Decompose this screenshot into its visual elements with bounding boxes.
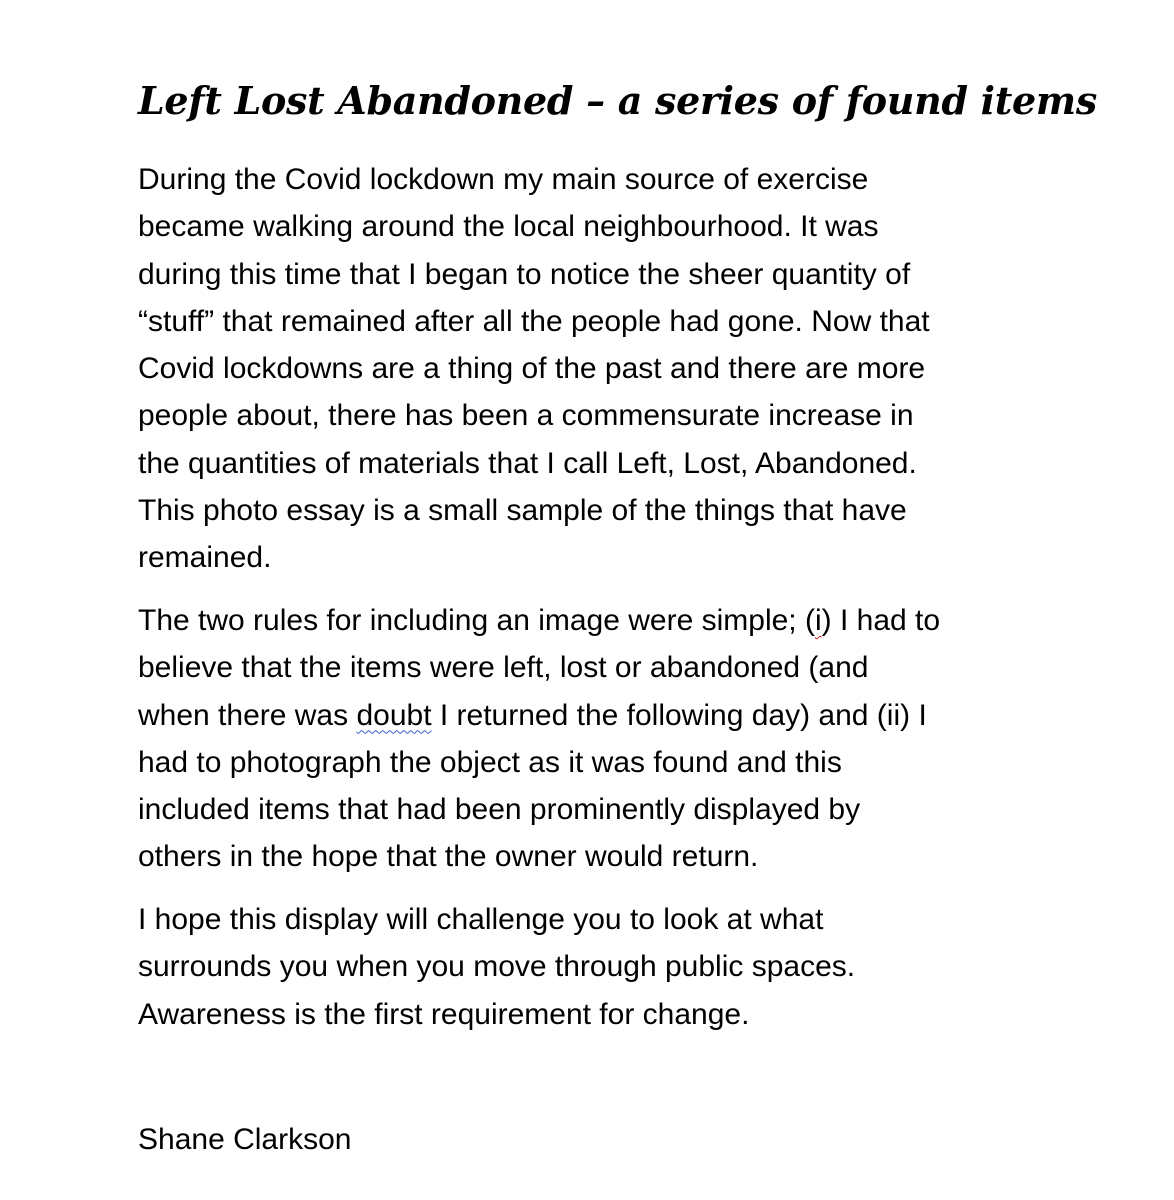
paragraph-closing bbox=[138, 896, 1038, 1038]
paragraph-line: the quantities of materials that I call Left, Lost, Abandoned. bbox=[138, 446, 917, 480]
paragraph-line: surrounds you when you move through public spaces. bbox=[138, 950, 856, 984]
paragraph-line: during this time that I began to notice the sheer quantity of bbox=[138, 257, 911, 291]
paragraph-line bbox=[138, 692, 1038, 739]
text-segment: ) I had to bbox=[821, 604, 941, 637]
paragraph-line: “stuff” that remained after all the people had gone. Now that bbox=[138, 304, 930, 338]
paragraph-line: became walking around the local neighbourhood. It was bbox=[138, 210, 879, 244]
paragraph-line: believe that the items were left, lost or abandoned (and bbox=[138, 651, 869, 685]
paragraph-line: had to photograph the object as it was found and this bbox=[138, 745, 842, 779]
text-segment: The two rules for including an image were simple; ( bbox=[138, 604, 815, 637]
paragraph-line: Awareness is the first requirement for change. bbox=[138, 997, 750, 1031]
grammar-flagged-word[interactable]: doubt bbox=[356, 698, 432, 732]
document-title: Left Lost Abandoned – a series of found items bbox=[138, 78, 1097, 123]
paragraph-line: This photo essay is a small sample of the things that have bbox=[138, 494, 907, 528]
paragraph-line: I hope this display will challenge you to look at what bbox=[138, 903, 824, 936]
spelling-flagged-word[interactable]: i bbox=[814, 604, 822, 637]
text-segment: I returned the following day) and (ii) I bbox=[431, 698, 927, 732]
paragraph-line: others in the hope that the owner would return. bbox=[138, 840, 759, 874]
paragraph-line: included items that had been prominently displayed by bbox=[138, 793, 861, 827]
author-signature: Shane Clarkson bbox=[138, 1123, 352, 1156]
paragraph-intro bbox=[138, 156, 1038, 582]
paragraph-line: remained. bbox=[138, 541, 272, 575]
paragraph-rules bbox=[138, 597, 1038, 881]
paragraph-line: Covid lockdowns are a thing of the past and there are more bbox=[138, 352, 926, 386]
paragraph-line bbox=[138, 597, 1038, 644]
paragraph-line: During the Covid lockdown my main source of exercise bbox=[138, 163, 869, 196]
text-segment: when there was bbox=[138, 698, 357, 732]
paragraph-line: people about, there has been a commensurate increase in bbox=[138, 399, 914, 433]
